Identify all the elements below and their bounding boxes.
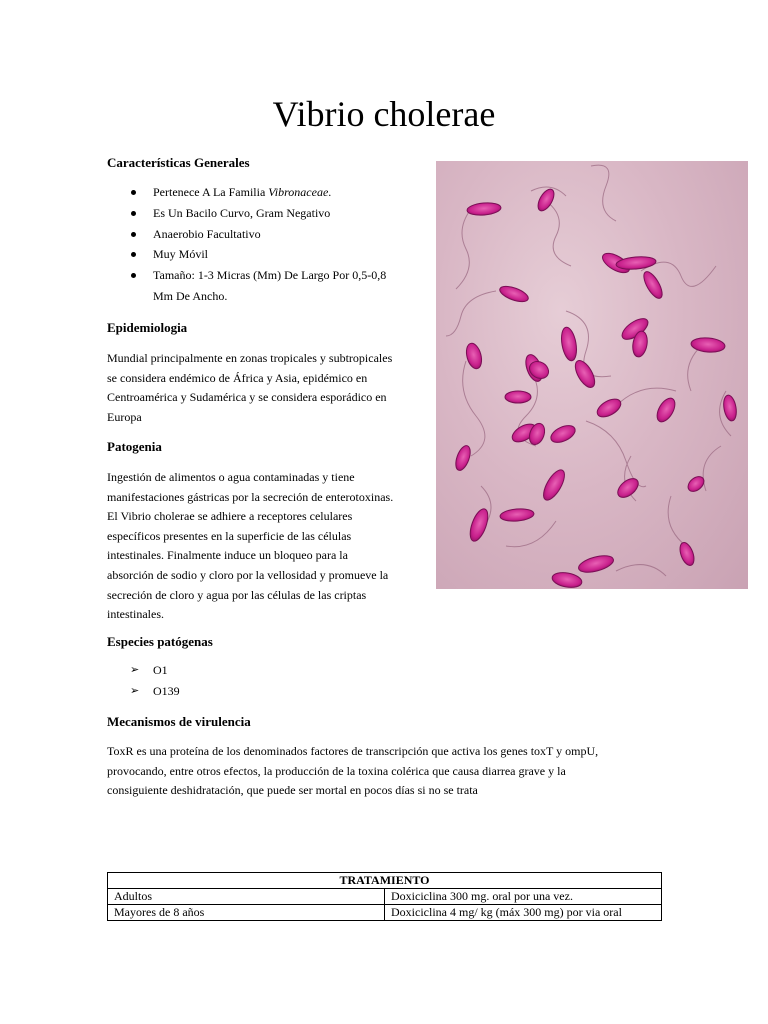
text-line: provocando, entre otros efectos, la producción de la toxina colérica que causa diarrea grave y la (107, 763, 566, 778)
heading-patogenia: Patogenia (107, 439, 162, 454)
section-caracteristicas (107, 155, 427, 307)
list-item: Es Un Bacilo Curvo, Gram Negativo (107, 203, 427, 224)
table-cell-treatment: Doxiciclina 4 mg/ kg (máx 300 mg) por via oral (385, 905, 662, 921)
text-line: intestinales. (107, 607, 164, 622)
heading-caracteristicas: Características Generales (107, 155, 250, 170)
bullet-icon (131, 252, 136, 257)
arrow-bullet-icon: ➢ (130, 684, 140, 697)
section-mecanismos (107, 714, 667, 801)
section-especies (107, 634, 427, 701)
text-line: Centroamérica y Sudamérica y se considera esporádico en (107, 390, 387, 405)
heading-especies: Especies patógenas (107, 634, 213, 649)
heading-epidemiologia: Epidemiologia (107, 320, 188, 335)
table-header: TRATAMIENTO (108, 873, 662, 889)
bacteria-illustration (436, 161, 748, 589)
bullet-icon (131, 190, 136, 195)
list-item: Anaerobio Facultativo (107, 224, 427, 245)
list-item: Tamaño: 1-3 Micras (Mm) De Largo Por 0,5-0,8 Mm De Ancho. (107, 265, 427, 307)
table-cell-group: Adultos (108, 889, 385, 905)
text-line: específicos presentes en la superficie de las células (107, 528, 352, 543)
list-item: ➢ O1 (107, 660, 427, 681)
text-line: ToxR es una proteína de los denominados factores de transcripción que activa los genes toxT y ompU, (107, 744, 599, 758)
text-line: secreción de cloro y agua por las células de las criptas (107, 587, 367, 602)
list-item: Pertenece A La Familia Vibronaceae. (107, 182, 427, 203)
bullet-icon (131, 232, 136, 237)
text-line: Europa (107, 409, 142, 424)
table-header-row (108, 873, 662, 889)
bullet-icon (131, 273, 136, 278)
section-patogenia (107, 439, 427, 625)
table-row (108, 905, 662, 921)
text-line: absorción de sodio y cloro por la vellosidad y promueve la (107, 567, 389, 582)
arrow-bullet-icon: ➢ (130, 664, 140, 676)
text-line: intestinales. Finalmente induce un bloqueo para la (107, 548, 348, 563)
page-title: Vibrio cholerae (272, 94, 496, 134)
table-row (108, 889, 662, 905)
bacteria-cells (453, 187, 738, 589)
heading-mecanismos: Mecanismos de virulencia (107, 714, 251, 729)
treatment-table (107, 872, 662, 921)
text-line: Ingestión de alimentos o agua contaminadas y tiene (107, 470, 355, 484)
text-line: El Vibrio cholerae se adhiere a receptores celulares (107, 509, 353, 524)
list-item: ➢ O139 (107, 681, 427, 702)
text-line: consiguiente deshidratación, que puede ser mortal en pocos días si no se trata (107, 783, 478, 798)
text-line: Mundial principalmente en zonas tropicales y subtropicales (107, 351, 393, 365)
list-item: Muy Móvil (107, 244, 427, 265)
especies-list (107, 660, 427, 701)
table-cell-group: Mayores de 8 años (108, 905, 385, 921)
section-epidemiologia (107, 320, 427, 427)
text-line: se considera endémico de África y Asia, epidémico en (107, 370, 368, 385)
bacteria-micrograph-image (436, 161, 748, 589)
table-cell-treatment: Doxiciclina 300 mg. oral por una vez. (385, 889, 662, 905)
text-line: manifestaciones gástricas por la secreción de enterotoxinas. (107, 489, 394, 504)
bullet-icon (131, 211, 136, 216)
caracteristicas-list (107, 182, 427, 307)
